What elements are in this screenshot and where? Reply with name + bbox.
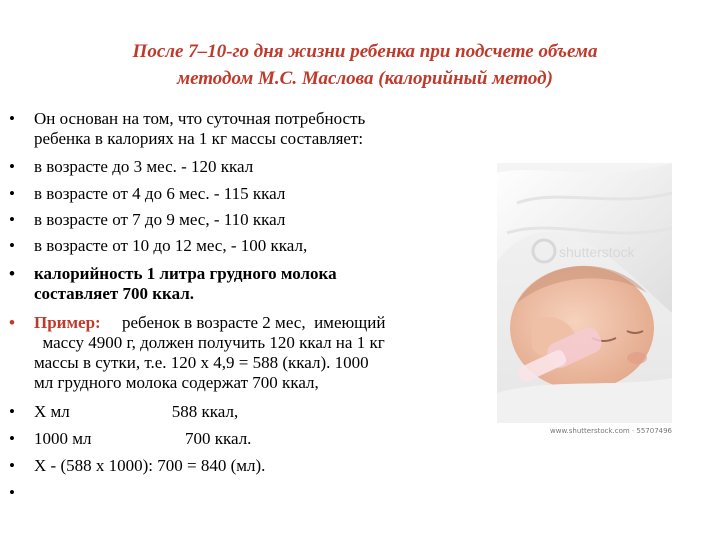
bullet-dot: •	[9, 109, 15, 128]
photo-caption: www.shutterstock.com · 55707496	[550, 427, 673, 435]
bullet-text: Х мл 588 ккал,	[34, 402, 239, 421]
title-line-1: После 7–10-го дня жизни ребенка при подсчете объема	[132, 41, 598, 62]
bullet-dot: •	[9, 429, 15, 448]
watermark-text: shutterstock	[559, 244, 635, 260]
bullet-dot: •	[9, 236, 15, 255]
bullet-text: в возрасте до 3 мес. - 120 ккал	[34, 157, 254, 176]
bullet-dot: •	[9, 402, 15, 421]
bullet-text: в возрасте от 4 до 6 мес. - 115 ккал	[34, 184, 286, 203]
bullet-text: ребенка в калориях на 1 кг массы составляет:	[34, 129, 364, 148]
bullet-text: Он основан на том, что суточная потребность	[34, 109, 366, 128]
baby-photo-illustration	[497, 163, 672, 423]
bullet-text: ребенок в возрасте 2 мес, имеющий	[100, 313, 386, 332]
bullet-text: 1000 мл 700 ккал.	[34, 429, 252, 448]
bullet-dot: •	[9, 483, 15, 502]
bullet-dot: •	[9, 184, 15, 203]
bullet-dot: •	[9, 456, 15, 475]
bullet-text: составляет 700 ккал.	[34, 284, 195, 303]
bullet-dot: •	[9, 210, 15, 229]
baby-photo	[497, 163, 672, 423]
bullet-text: Х - (588 х 1000): 700 = 840 (мл).	[34, 456, 266, 475]
bullet-text: в возрасте от 7 до 9 мес, - 110 ккал	[34, 210, 286, 229]
bullet-dot: •	[9, 313, 15, 332]
title-line-2: методом М.С. Маслова (калорийный метод)	[177, 68, 553, 89]
bullet-text: калорийность 1 литра грудного молока	[34, 264, 337, 283]
bullet-text: в возрасте от 10 до 12 мес, - 100 ккал,	[34, 236, 308, 255]
bullet-text: мл грудного молока содержат 700 ккал,	[34, 373, 319, 392]
example-label: Пример:	[34, 313, 101, 332]
slide-title	[40, 38, 690, 92]
bullet-text: массу 4900 г, должен получить 120 ккал на 1 кг	[34, 333, 385, 352]
bullet-dot: •	[9, 157, 15, 176]
bullet-text: массы в сутки, т.е. 120 х 4,9 = 588 (ккал). 1000	[34, 353, 369, 372]
bullet-dot: •	[9, 264, 15, 283]
